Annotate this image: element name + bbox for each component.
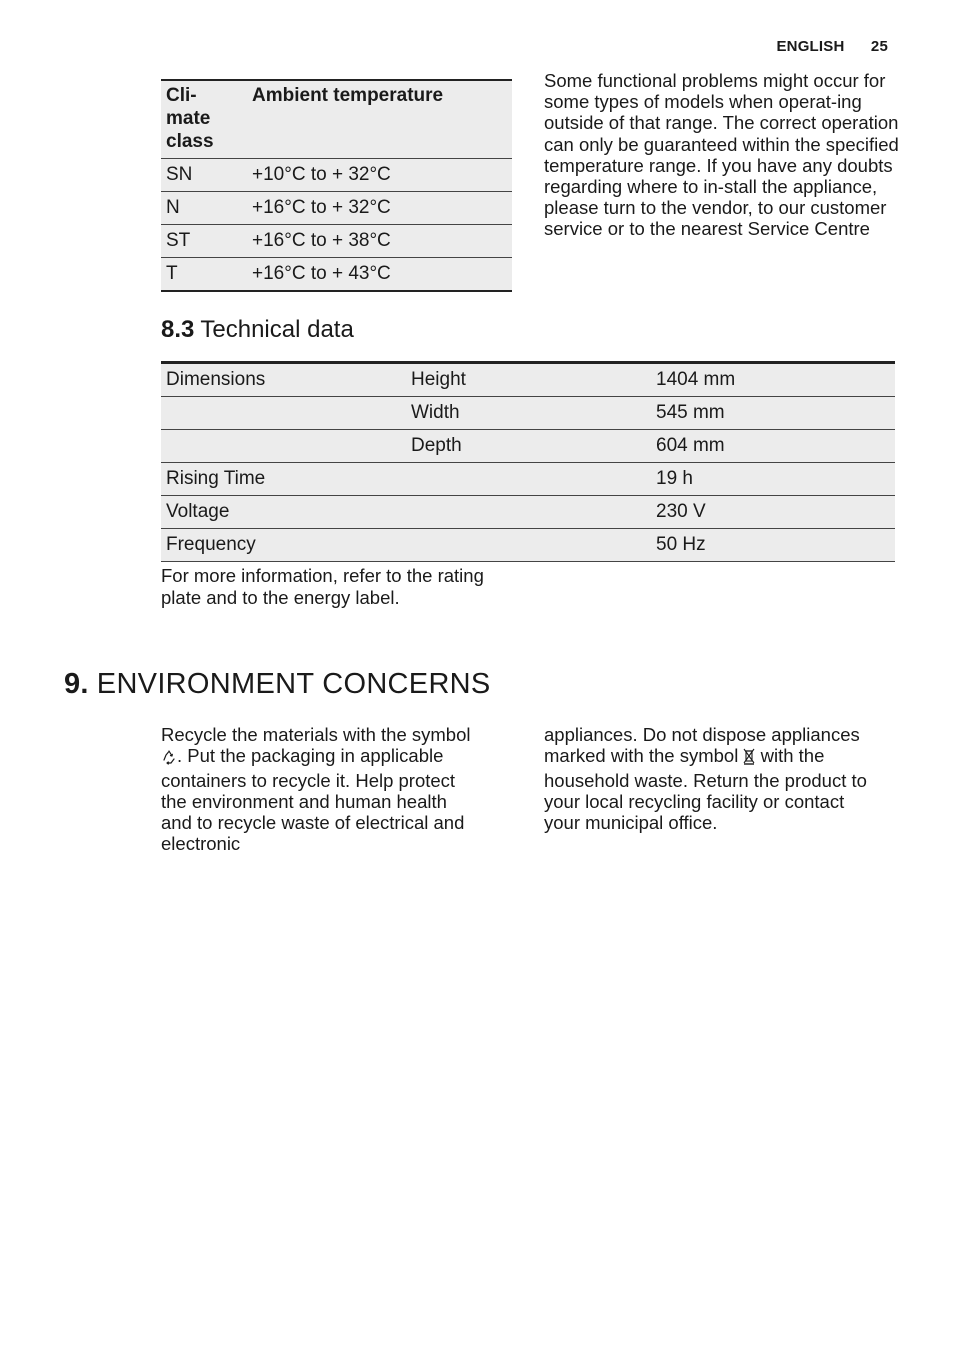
environment-paragraph-left (161, 724, 471, 855)
section-title-text: Technical data (200, 316, 354, 343)
table-row (161, 159, 512, 192)
table-header-row (161, 80, 512, 159)
climate-class-table (161, 79, 512, 292)
table-row (161, 496, 895, 529)
env-text-part2: . Put the packaging in applicable containers to recycle it. Help protect the environment and human health and to recycle waste of electrical and electronic (161, 745, 465, 855)
climate-note-paragraph: Some functional problems might occur for some types of models when operat-ing outside of that range. The correct operation can only be guaranteed within the specified temperature range. If you have any doubts regarding where to in-stall the appliance, please turn to the vendor, to our customer service or to the nearest Service Centre (544, 70, 899, 240)
technical-note-paragraph: For more information, refer to the rating plate and to the energy label. (161, 565, 484, 608)
page-number: 25 (870, 38, 888, 55)
spec-sub-cell: Height (406, 363, 651, 397)
table-row (161, 430, 895, 463)
header-language: ENGLISH (776, 38, 845, 55)
table-row (161, 529, 895, 562)
spec-value-cell: 604 mm (651, 430, 895, 463)
spec-value-cell: 545 mm (651, 397, 895, 430)
recycle-icon (161, 748, 177, 769)
table-row (161, 397, 895, 430)
spec-label-cell: Rising Time (161, 463, 406, 496)
crossed-bin-icon (743, 748, 755, 769)
climate-class-header (161, 80, 247, 159)
temperature-range-cell: +16°C to + 32°C (247, 192, 512, 225)
env-text-part3: appliances. Do not dispose appliances marked with the symbol (544, 724, 860, 767)
chapter-number: 9. (64, 668, 89, 700)
page-header (776, 38, 888, 55)
spec-sub-cell (406, 463, 651, 496)
temperature-range-cell: +16°C to + 43°C (247, 258, 512, 292)
temperature-range-cell: +16°C to + 38°C (247, 225, 512, 258)
climate-class-cell: N (161, 192, 247, 225)
ambient-temperature-header: Ambient temperature (247, 80, 512, 159)
chapter-title-environment (64, 668, 491, 701)
table-row (161, 363, 895, 397)
table-row (161, 225, 512, 258)
spec-sub-cell (406, 529, 651, 562)
section-number: 8.3 (161, 316, 195, 343)
environment-paragraph-right (544, 724, 874, 833)
spec-label-cell: Frequency (161, 529, 406, 562)
spec-value-cell: 230 V (651, 496, 895, 529)
temperature-range-cell: +10°C to + 32°C (247, 159, 512, 192)
table-row (161, 192, 512, 225)
climate-class-cell: ST (161, 225, 247, 258)
climate-class-header-text: Cli- mate class (166, 85, 214, 152)
table-row (161, 463, 895, 496)
climate-class-cell: T (161, 258, 247, 292)
spec-label-cell (161, 397, 406, 430)
spec-sub-cell (406, 496, 651, 529)
table-row (161, 258, 512, 292)
spec-label-cell (161, 430, 406, 463)
section-title-technical-data (161, 316, 354, 344)
env-text-part1: Recycle the materials with the symbol (161, 724, 471, 745)
spec-value-cell: 19 h (651, 463, 895, 496)
chapter-title-text: ENVIRONMENT CONCERNS (96, 668, 491, 700)
climate-class-cell: SN (161, 159, 247, 192)
spec-value-cell: 50 Hz (651, 529, 895, 562)
spec-sub-cell: Depth (406, 430, 651, 463)
spec-label-cell: Dimensions (161, 363, 406, 397)
spec-label-cell: Voltage (161, 496, 406, 529)
spec-value-cell: 1404 mm (651, 363, 895, 397)
technical-data-table (161, 361, 895, 562)
spec-sub-cell: Width (406, 397, 651, 430)
env-text-part4: with the household waste. Return the product to your local recycling facility or contact your municipal office. (544, 745, 867, 834)
